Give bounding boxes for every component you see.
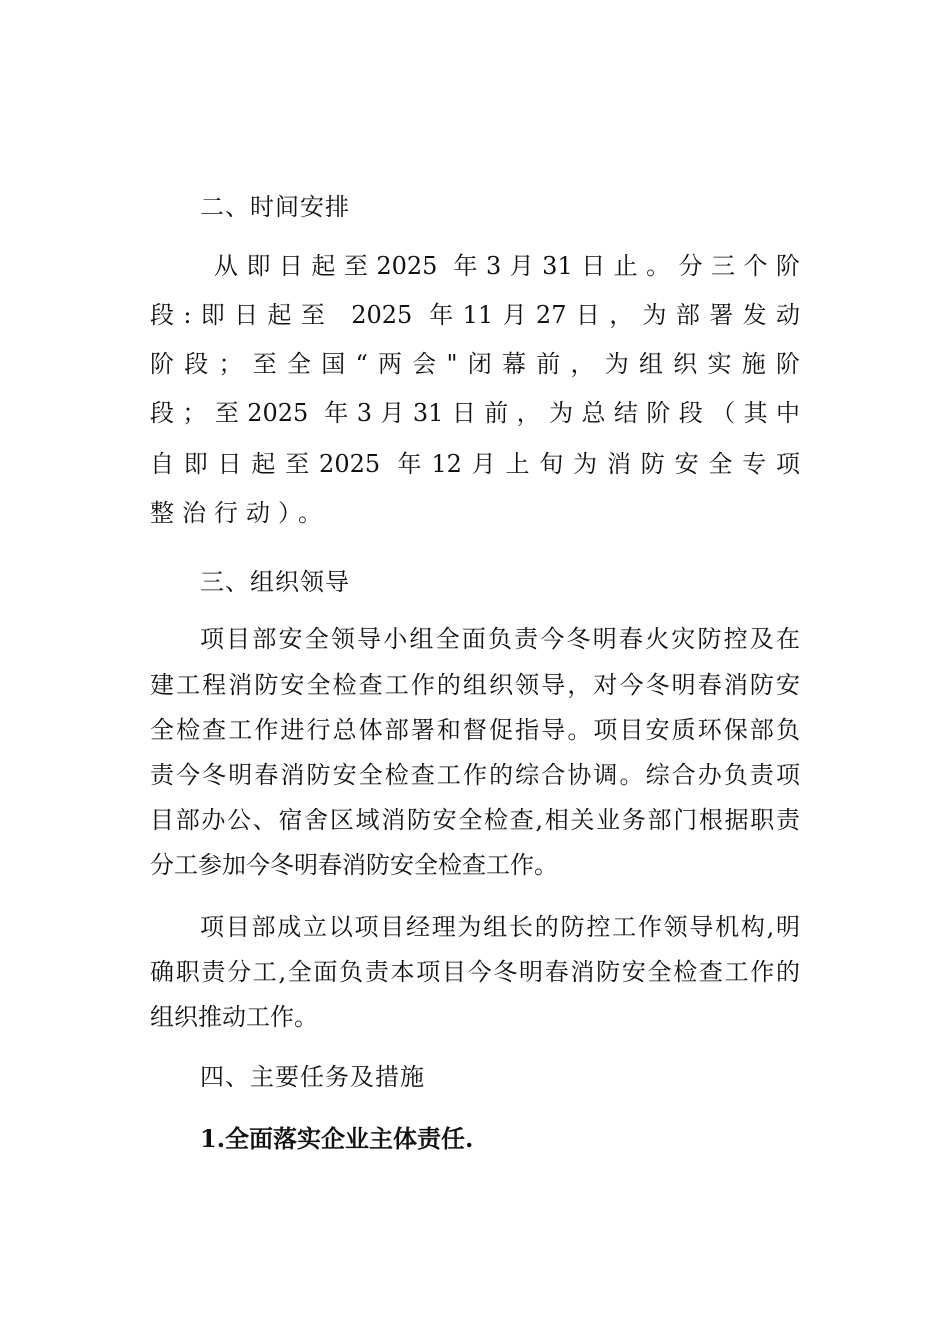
- section-3-para-1-line-1: 项目部安全领导小组全面负责今冬明春火灾防控及在: [200, 625, 800, 653]
- section-2-line-6: 整治行动）。: [150, 499, 330, 527]
- section-3-heading: 三、组织领导: [200, 568, 350, 596]
- section-3-para-2-line-3: 组织推动工作。: [150, 1003, 318, 1031]
- section-3-para-1-line-4: 责今冬明春消防安全检查工作的综合协调。综合办负责项: [150, 761, 800, 789]
- section-4-subheading: 1.全面落实企业主体责任.: [200, 1124, 474, 1153]
- section-4-heading: 四、主要任务及措施: [200, 1063, 425, 1091]
- section-2-line-4: 段；至2025 年3月31日前，为总结阶段（其中: [150, 399, 800, 427]
- section-3-para-2-line-2: 确职责分工,全面负责本项目今冬明春消防安全检查工作的: [150, 958, 800, 986]
- section-3-para-1-line-2: 建工程消防安全检查工作的组织领导，对今冬明春消防安: [150, 671, 800, 699]
- section-2-line-3: 阶段；至全国“两会"闭幕前，为组织实施阶: [150, 350, 800, 378]
- section-3-para-1-line-3: 全检查工作进行总体部署和督促指导。项目安质环保部负: [150, 716, 800, 744]
- section-2-line-2: 段:即日起至 2025 年11月27日，为部署发动: [150, 301, 800, 329]
- section-3-para-2-line-1: 项目部成立以项目经理为组长的防控工作领导机构,明: [200, 913, 800, 941]
- section-2-line-1: 从即日起至2025 年3月31日止。分三个阶: [214, 252, 800, 280]
- section-3-para-1-line-6: 分工参加今冬明春消防安全检查工作。: [150, 851, 558, 879]
- section-2-line-5: 自即日起至2025 年12月上旬为消防安全专项: [150, 450, 800, 478]
- section-2-heading: 二、时间安排: [200, 193, 350, 221]
- section-3-para-1-line-5: 目部办公、宿舍区域消防安全检查,相关业务部门根据职责: [150, 806, 800, 834]
